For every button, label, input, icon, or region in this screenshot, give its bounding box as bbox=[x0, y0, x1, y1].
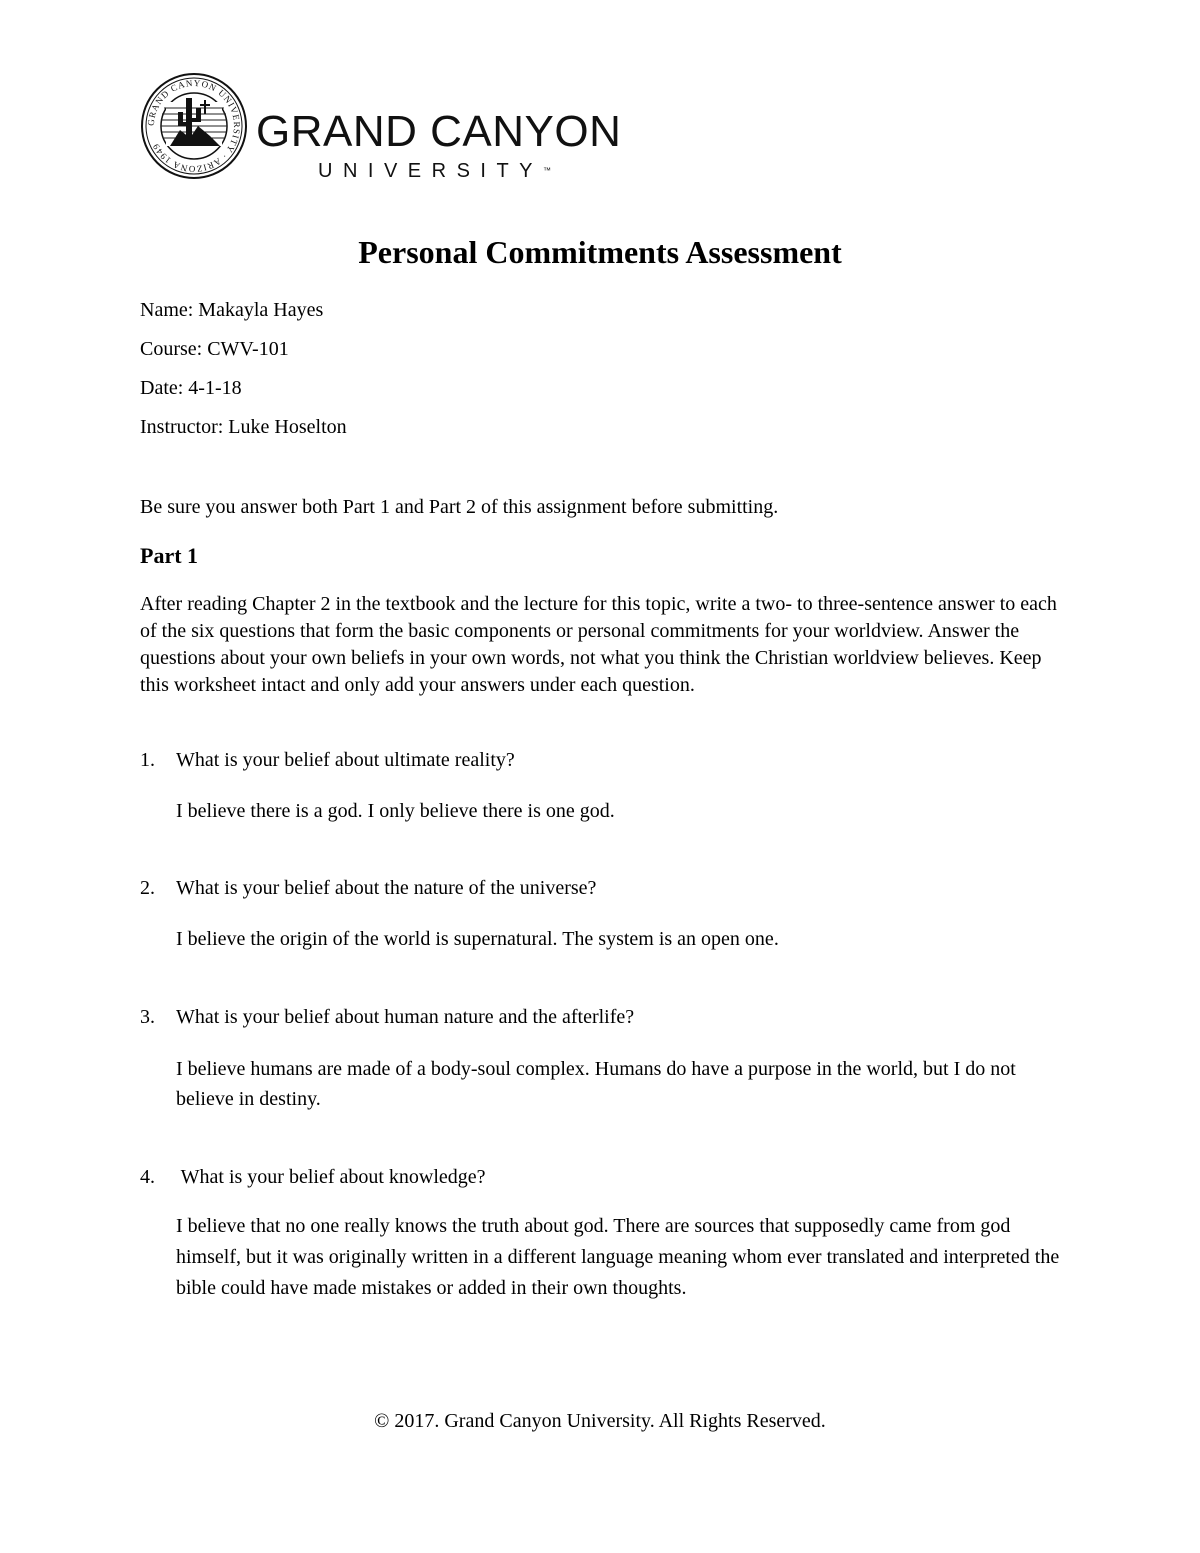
page-title: Personal Commitments Assessment bbox=[358, 234, 842, 270]
copyright-footer: © 2017. Grand Canyon University. All Rights Reserved. bbox=[374, 1410, 826, 1432]
student-info bbox=[140, 291, 347, 447]
instructions-paragraph: After reading Chapter 2 in the textbook and the lecture for this topic, write a two- to three-sentence answer to each of the six questions that form the basic components or personal commitments for your worldview. Answer the questions about your own beliefs in your own words, not what you think the Christian worldview believes. Keep this worksheet intact and only add your answers under each question. bbox=[140, 593, 1057, 696]
question-text: What is your belief about the nature of the universe? bbox=[176, 877, 597, 899]
seal-text: GRAND CANYON UNIVERSITY · ARIZONA 1949 bbox=[145, 77, 243, 175]
part-heading: Part 1 bbox=[140, 543, 199, 568]
question-text: What is your belief about human nature and the afterlife? bbox=[176, 1006, 635, 1028]
answer-4: I believe that no one really knows the truth about god. There are sources that supposedly came from god himself, but it was originally written in a different language meaning whom ever translated and interpreted the bible could have made mistakes or added in their own thoughts. bbox=[176, 1215, 1060, 1299]
instructor: Instructor: Luke Hoselton bbox=[140, 416, 347, 438]
university-wordmark bbox=[256, 107, 622, 182]
question-3 bbox=[140, 1004, 634, 1031]
question-number: 2. bbox=[140, 877, 155, 899]
student-name: Name: Makayla Hayes bbox=[140, 299, 324, 321]
wordmark-line-2 bbox=[256, 160, 621, 182]
intro-note: Be sure you answer both Part 1 and Part 2 of this assignment before submitting. bbox=[140, 496, 779, 518]
question-number: 3. bbox=[140, 1006, 155, 1028]
question-text: What is your belief about knowledge? bbox=[176, 1166, 486, 1188]
wordmark-university: UNIVERSITY bbox=[318, 160, 544, 182]
trademark-symbol: ™ bbox=[543, 166, 552, 175]
question-4 bbox=[140, 1164, 486, 1191]
question-text: What is your belief about ultimate reality? bbox=[176, 749, 515, 771]
university-logo bbox=[140, 72, 621, 182]
question-2 bbox=[140, 875, 596, 902]
course: Course: CWV-101 bbox=[140, 338, 289, 360]
answer-1: I believe there is a god. I only believe there is one god. bbox=[176, 800, 615, 822]
answer-3: I believe humans are made of a body-soul complex. Humans do have a purpose in the world, but I do not believe in destiny. bbox=[176, 1058, 1016, 1110]
date: Date: 4-1-18 bbox=[140, 377, 242, 399]
university-seal-icon bbox=[140, 72, 248, 180]
question-number: 4. bbox=[140, 1166, 155, 1188]
wordmark-line-1: GRAND CANYON bbox=[256, 107, 622, 156]
answer-2: I believe the origin of the world is supernatural. The system is an open one. bbox=[176, 928, 779, 950]
question-1 bbox=[140, 747, 515, 774]
question-number: 1. bbox=[140, 749, 155, 771]
